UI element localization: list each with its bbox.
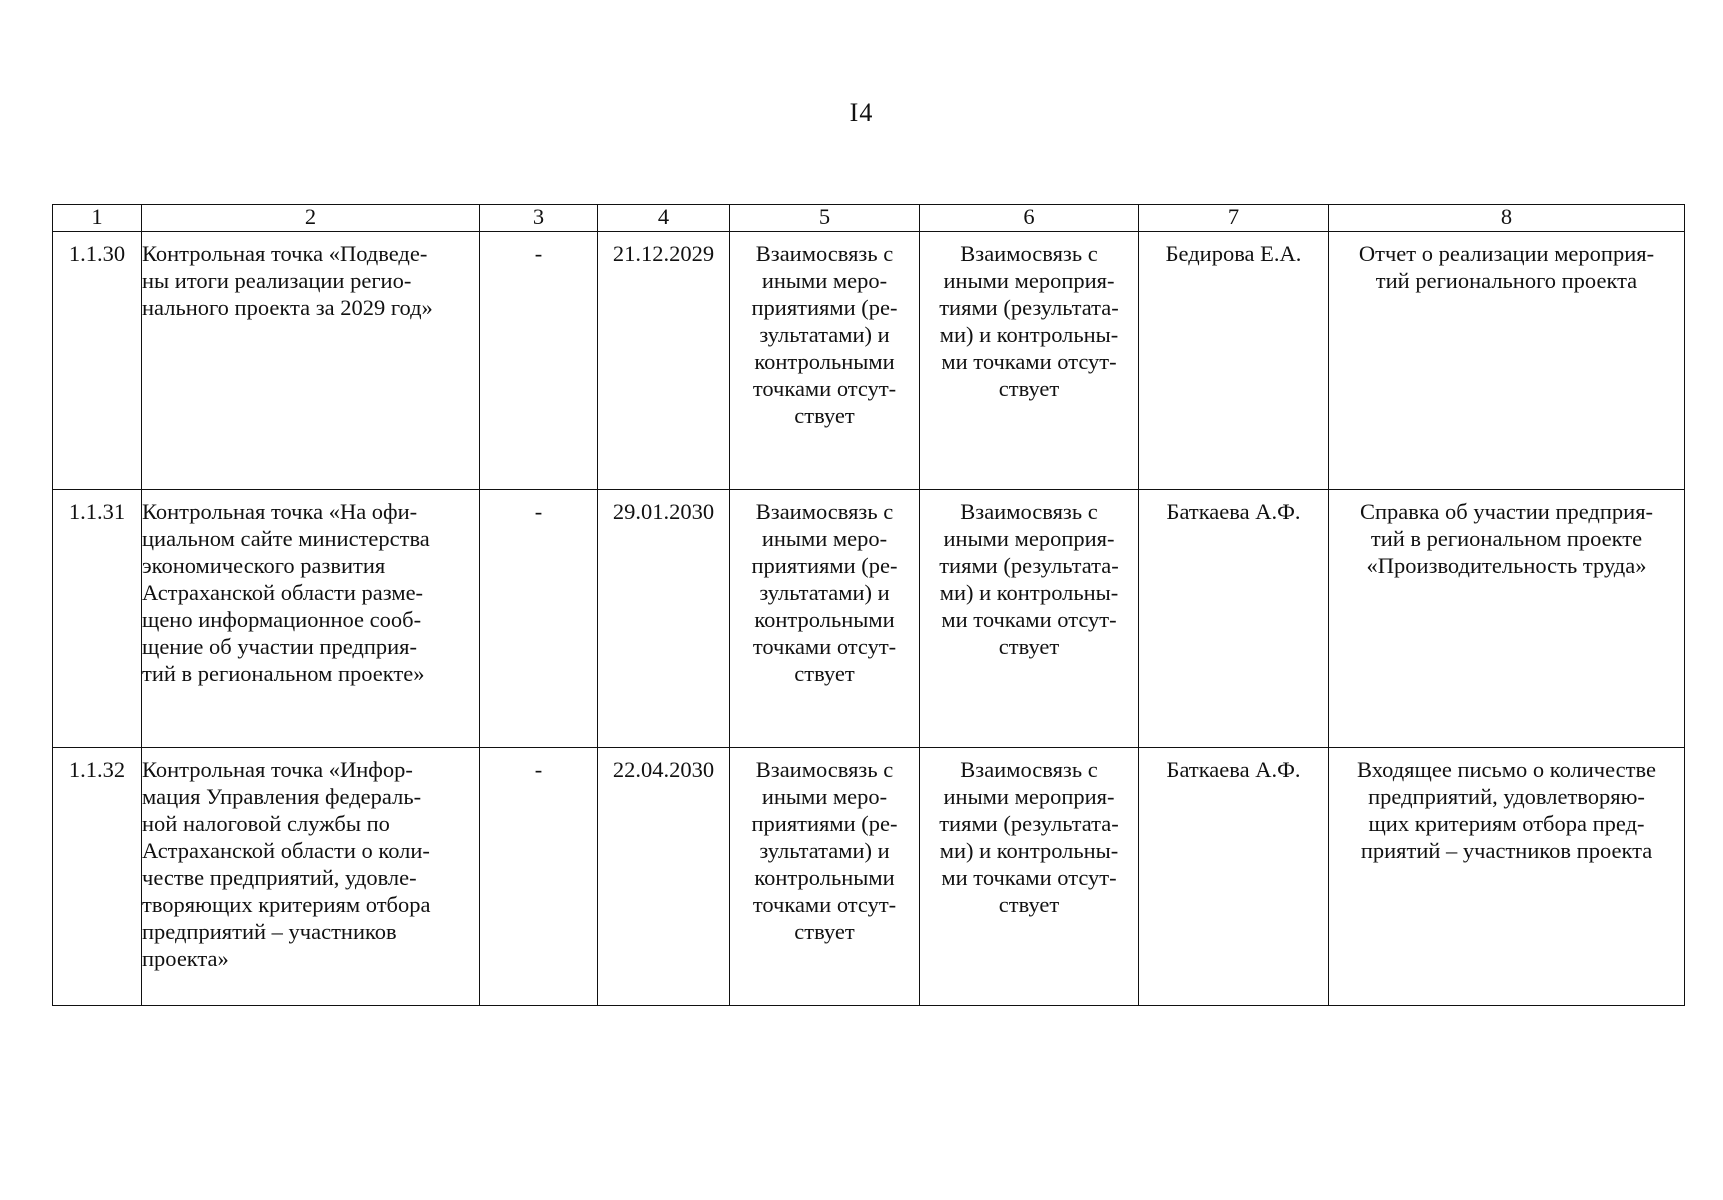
- column-header-4: 4: [598, 205, 730, 232]
- row-number: 1.1.30: [53, 232, 142, 490]
- column-3-value: -: [480, 748, 598, 1006]
- column-header-5: 5: [730, 205, 920, 232]
- successor-links: Взаимосвязь с иными мероприя- тиями (результата- ми) и контрольны- ми точками отсут- ствует: [920, 490, 1139, 748]
- responsible-person: Баткаева А.Ф.: [1139, 490, 1329, 748]
- column-3-value: -: [480, 490, 598, 748]
- page-number: I4: [849, 98, 874, 127]
- column-header-2: 2: [142, 205, 480, 232]
- due-date: 21.12.2029: [598, 232, 730, 490]
- column-header-7: 7: [1139, 205, 1329, 232]
- due-date: 22.04.2030: [598, 748, 730, 1006]
- predecessor-links: Взаимосвязь с иными меро- приятиями (ре- зультатами) и контрольными точками отсут- ствует: [730, 232, 920, 490]
- column-3-value: -: [480, 232, 598, 490]
- control-point-name: Контрольная точка «Инфор- мация Управления федераль- ной налоговой службы по Астраханской области о коли- честве предприятий, удовле- творяющих критериям отбора предприятий – участников проекта»: [142, 748, 480, 1006]
- responsible-person: Бедирова Е.А.: [1139, 232, 1329, 490]
- row-number: 1.1.31: [53, 490, 142, 748]
- column-header-6: 6: [920, 205, 1139, 232]
- control-point-name: Контрольная точка «На офи- циальном сайте министерства экономического развития Астраханской области разме- щено информационное сооб- щение об участии предприя- тий в региональном проекте»: [142, 490, 480, 748]
- due-date: 29.01.2030: [598, 490, 730, 748]
- table-row: [53, 490, 1685, 748]
- table-row: [53, 748, 1685, 1006]
- row-number: 1.1.32: [53, 748, 142, 1006]
- column-header-3: 3: [480, 205, 598, 232]
- predecessor-links: Взаимосвязь с иными меро- приятиями (ре- зультатами) и контрольными точками отсут- ствует: [730, 748, 920, 1006]
- successor-links: Взаимосвязь с иными мероприя- тиями (результата- ми) и контрольны- ми точками отсут- ствует: [920, 748, 1139, 1006]
- result-document: Входящее письмо о количестве предприятий, удовлетворяю- щих критериям отбора пред- приятий – участников проекта: [1329, 748, 1685, 1006]
- result-document: Отчет о реализации мероприя- тий регионального проекта: [1329, 232, 1685, 490]
- successor-links: Взаимосвязь с иными мероприя- тиями (результата- ми) и контрольны- ми точками отсут- ствует: [920, 232, 1139, 490]
- column-header-1: 1: [53, 205, 142, 232]
- control-point-name: Контрольная точка «Подведе- ны итоги реализации регио- нального проекта за 2029 год»: [142, 232, 480, 490]
- predecessor-links: Взаимосвязь с иными меро- приятиями (ре- зультатами) и контрольными точками отсут- ствует: [730, 490, 920, 748]
- table-row: [53, 232, 1685, 490]
- result-document: Справка об участии предприя- тий в региональном проекте «Производительность труда»: [1329, 490, 1685, 748]
- column-header-8: 8: [1329, 205, 1685, 232]
- header-row: [53, 205, 1685, 232]
- control-points-table: [52, 204, 1685, 1006]
- responsible-person: Баткаева А.Ф.: [1139, 748, 1329, 1006]
